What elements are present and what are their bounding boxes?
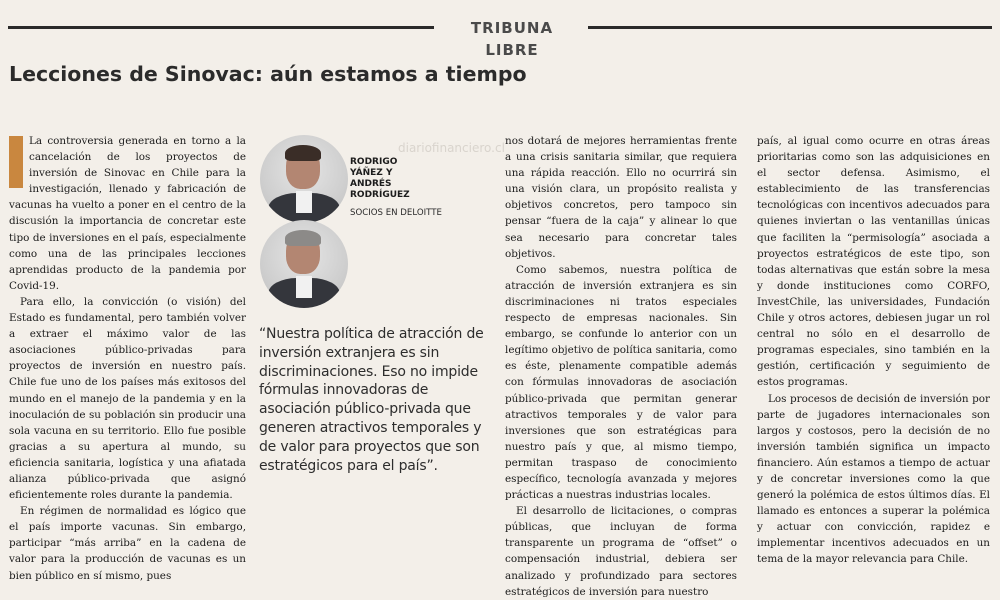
article-column-2 <box>505 133 737 600</box>
paragraph: nos dotará de mejores herramientas frente a una crisis sanitaria similar, que requiera una rápida reacción. Ello no ocurrirá sin una visión clara, un propósito realista y objetivos concretos, pero tampoco sin pensar “fuera de la caja” y alinear lo que sea necesario para concretar tales objetivos. <box>505 135 737 260</box>
paragraph: La controversia generada en torno a la cancelación de los proyectos de inversión de Sinovac en Chile para la investigación, llenado y fabricación de vacunas ha vuelto a poner en el centro de la discusión la importancia de concretar este tipo de inversiones en el país, especialmente como una de las principales lecciones aprendidas producto de la pandemia por Covid-19. <box>9 135 246 292</box>
author-photo-rodrigo <box>260 135 348 223</box>
author-names <box>350 157 460 201</box>
pull-quote: “Nuestra política de atracción de inversión extranjera es sin discriminaciones. Eso no impide fórmulas innovadoras de asociación público-privada que generen atractivos temporales y de valor para proyectos que son estratégicos para el país”. <box>259 326 484 474</box>
author-name-line: RODRIGO <box>350 157 398 167</box>
author-name-line: RODRÍGUEZ <box>350 190 410 200</box>
author-photo-andres <box>260 220 348 308</box>
section-rule-left <box>8 26 434 29</box>
section-rule-right <box>588 26 992 29</box>
author-name-line: ANDRÉS <box>350 179 392 189</box>
watermark: diariofinanciero.cl <box>398 141 505 155</box>
author-role: SOCIOS EN DELOITTE <box>350 208 442 218</box>
author-name-line: YÁÑEZ Y <box>350 168 393 178</box>
paragraph: En régimen de normalidad es lógico que el país importe vacunas. Sin embargo, participar “más arriba” en la cadena de valor para la producción de vacunas es un bien público en sí mismo, pues <box>9 505 246 582</box>
paragraph: país, al igual como ocurre en otras áreas prioritarias como son las adquisiciones en el sector defensa. Asimismo, el establecimiento de las transferencias tecnológicas con incentivos adecuados para quienes inviertan o las ventanillas únicas que faciliten la “permisología” asociada a proyectos estratégicos de este tipo, son todas alternativas que están sobre la mesa y donde instituciones como CORFO, InvestChile, las universidades, Fundación Chile y otros actores, debiesen jugar un rol central no sólo en el desarrollo de programas especiales, sino también en la gestión, certificación y seguimiento de estos programas. <box>757 135 990 389</box>
section-header <box>8 17 992 59</box>
article-column-3 <box>757 133 990 568</box>
paragraph: Como sabemos, nuestra política de atracción de inversión extranjera es sin discriminaciones ni tratos especiales respecto de empresas nacionales. Sin embargo, se confunde lo anterior con un legítimo objetivo de política sanitaria, como es éste, plenamente compatible además con fórmulas innovadoras de asociación público-privada que permitan generar atractivos temporales y de valor para inversiones que son estratégicas para nuestro país y que, al mismo tiempo, permitan traspaso de conocimiento específico, tecnología avanzada y mejores prácticas a nuestras industrias locales. <box>505 263 737 502</box>
article-headline: Lecciones de Sinovac: aún estamos a tiempo <box>9 62 527 86</box>
paragraph: Para ello, la convicción (o visión) del Estado es fundamental, pero también volver a extraer el máximo valor de las asociaciones público-privadas para proyectos de inversión en nuestro país. Chile fue uno de los países más exitosos del mundo en el manejo de la pandemia y en la inoculación de su población sin producir una sola vacuna en su territorio. Ello fue posible gracias a su apertura al mundo, su eficiencia sanitaria, logística y una afiatada alianza público-privada que asignó eficientemente roles durante la pandemia. <box>9 295 246 502</box>
paragraph: El desarrollo de licitaciones, o compras públicas, que incluyan de forma transparente un programa de “offset” o compensación industrial, debiera ser analizado y profundizado para sectores estratégicos de inversión para nuestro <box>505 505 737 598</box>
section-label: TRIBUNA LIBRE <box>470 19 554 59</box>
paragraph: Los procesos de decisión de inversión por parte de jugadores internacionales son largos y costosos, pero la decisión de no inversión también significa un impacto financiero. Aún estamos a tiempo de actuar y de concretar inversiones como la que generó la polémica de estos últimos días. El llamado es entonces a superar la polémica y actuar con convicción, rapidez e implementar incentivos adecuados en un tema de la mayor relevancia para Chile. <box>757 392 990 566</box>
article-column-1 <box>9 133 246 584</box>
drop-cap-l <box>9 136 23 188</box>
